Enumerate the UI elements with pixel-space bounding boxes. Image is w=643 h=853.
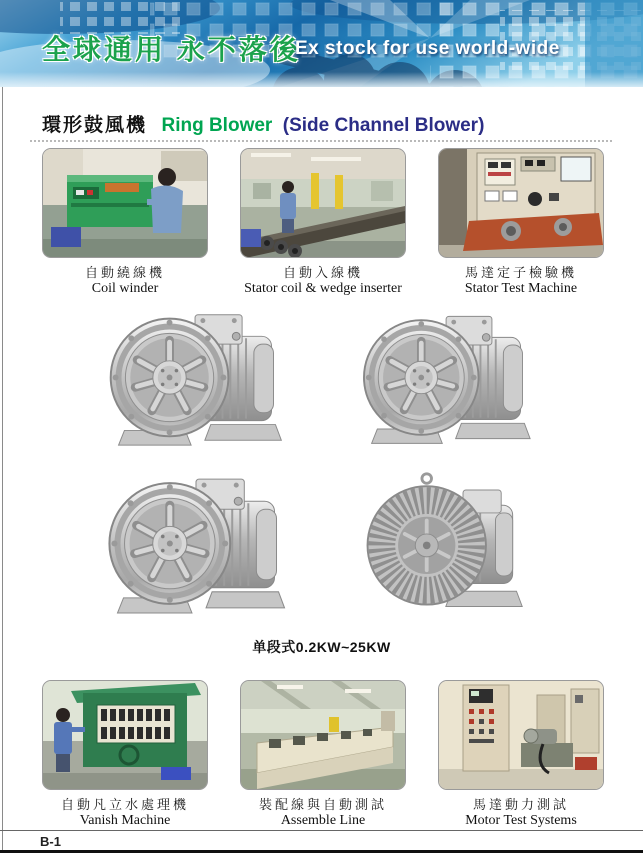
product-blower-3 [104, 465, 292, 621]
caption-cn-coil-winder: 自動繞線機 [84, 265, 165, 280]
product-blower-4-rear [350, 469, 534, 617]
title-chinese: 環形鼓風機 [42, 115, 148, 136]
power-range-caption: 单段式0.2KW~25KW [252, 639, 391, 655]
product-blower-1 [106, 301, 288, 453]
caption-en-coil-winder: Coil winder [91, 281, 159, 296]
caption-en-vanish-machine: Vanish Machine [79, 813, 171, 828]
header-slogan-english: Ex stock for use world-wide [295, 38, 560, 59]
coil-winder-photo [42, 148, 208, 258]
photo-card-vanish-machine [42, 680, 208, 829]
stator-test-photo [438, 148, 604, 258]
photo-card-motor-test [438, 680, 604, 829]
footer-rule [0, 830, 643, 831]
page-number: B-1 [40, 834, 61, 849]
caption-cn-stator-test: 馬達定子檢驗機 [464, 265, 577, 280]
caption-cn-assemble-line: 裝配線與自動測試 [258, 797, 387, 812]
motor-test-photo [438, 680, 604, 790]
caption-en-wedge-inserter: Stator coil & wedge inserter [244, 281, 402, 296]
stator-inserter-photo [240, 148, 406, 258]
title-english-navy: (Side Channel Blower) [282, 115, 485, 136]
header-banner [0, 0, 643, 87]
product-blower-2 [360, 303, 536, 451]
factory-photo-row-bottom [42, 680, 602, 829]
caption-en-stator-test: Stator Test Machine [464, 281, 578, 296]
factory-photo-row-top [42, 148, 602, 297]
title-english-green: Ring Blower [161, 115, 273, 136]
vanish-machine-photo [42, 680, 208, 790]
caption-cn-motor-test: 馬達動力測試 [472, 797, 569, 812]
product-image-area [0, 295, 643, 665]
caption-en-assemble-line: Assemble Line [280, 813, 366, 828]
photo-card-assemble-line [240, 680, 406, 829]
photo-card-coil-winder [42, 148, 208, 297]
caption-en-motor-test: Motor Test Systems [465, 813, 577, 828]
header-slogan-chinese: 全球通用 永不落後 [42, 34, 301, 65]
caption-cn-wedge-inserter: 自動入線機 [282, 265, 363, 280]
photo-card-wedge-inserter [240, 148, 406, 297]
page-title [42, 110, 612, 137]
assemble-line-photo [240, 680, 406, 790]
photo-card-stator-test [438, 148, 604, 297]
caption-cn-vanish-machine: 自動凡立水處理機 [60, 797, 189, 812]
title-underline-dotted [30, 140, 612, 142]
